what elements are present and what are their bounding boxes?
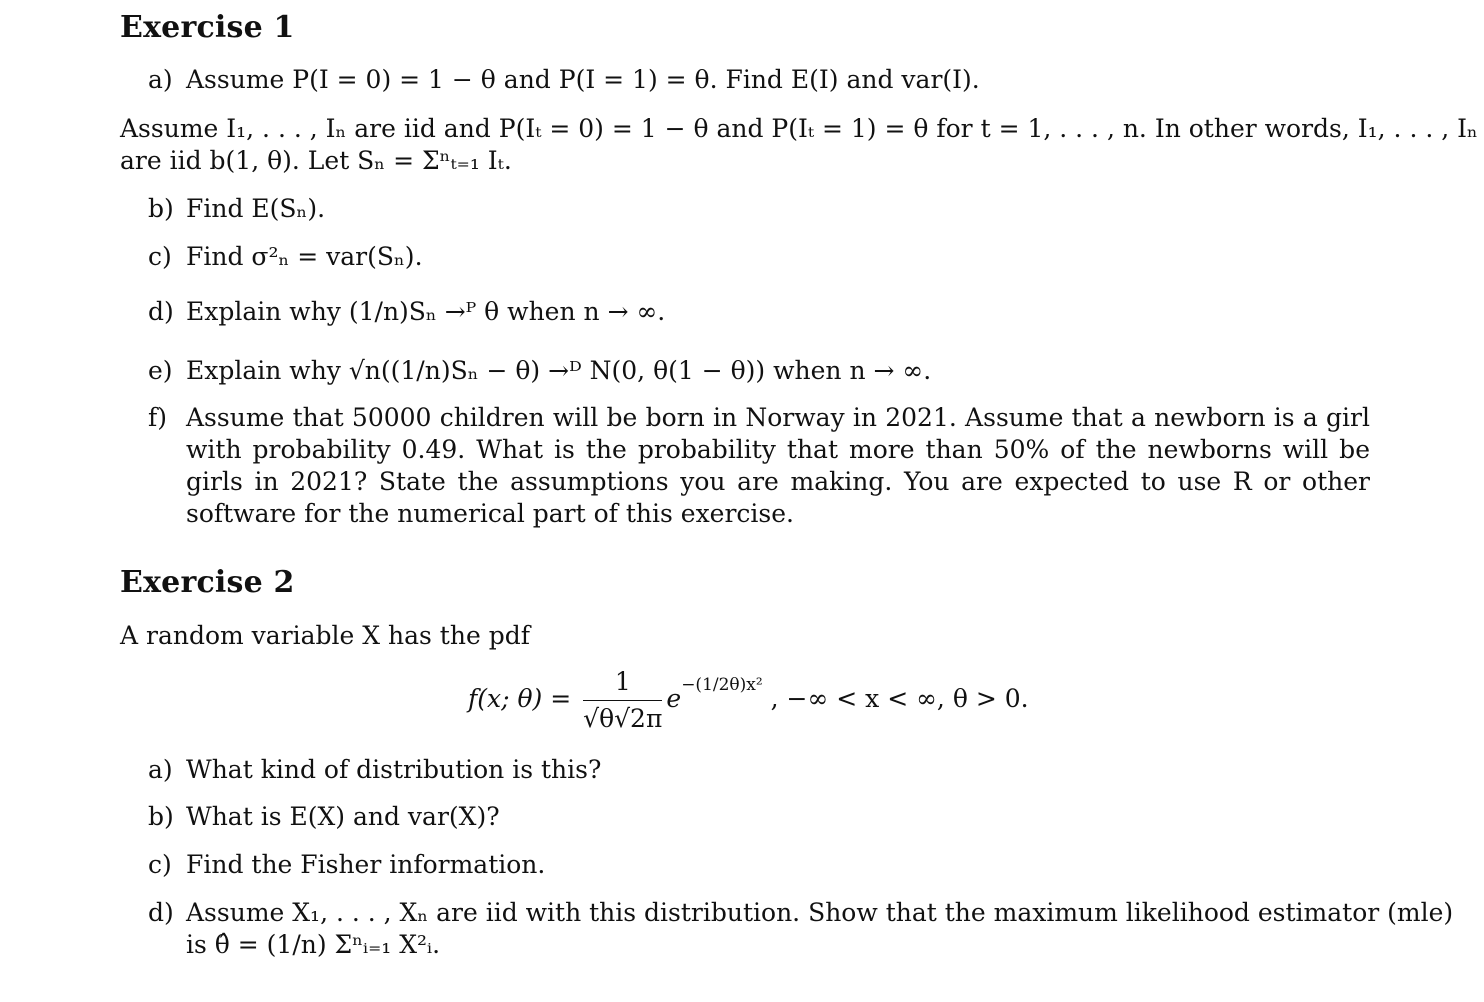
ex1-item-c-text: Find σ²ₙ = var(Sₙ). xyxy=(186,242,423,271)
ex2-item-a xyxy=(148,754,601,786)
ex2-item-b-text: What is E(X) and var(X)? xyxy=(186,802,500,831)
ex2-item-c-label: c) xyxy=(148,850,172,879)
ex2-item-d-label-wrap xyxy=(148,897,186,929)
pdf-numerator: 1 xyxy=(583,666,662,701)
ex1-item-a xyxy=(148,64,980,96)
ex1-item-b-text: Find E(Sₙ). xyxy=(186,194,326,223)
ex2-item-a-label: a) xyxy=(148,755,173,784)
pdf-equation xyxy=(468,666,1029,735)
ex2-item-b xyxy=(148,801,500,833)
pdf-denominator: √θ√2π xyxy=(583,704,663,733)
ex1-item-f-text: Assume that 50000 children will be born in Norway in 2021. Assume that a newborn is a girl with probability 0.49. What is the probability that more than 50% of the newborns will be girls in 2021? State the assumptions you are making. You are expected to use R or other software for the numerical part of this exercise. xyxy=(186,403,1370,528)
ex1-item-e-text: Explain why √n((1/n)Sₙ − θ) →ᴰ N(0, θ(1 − θ)) when n → ∞. xyxy=(186,356,932,385)
ex2-item-d-text xyxy=(186,897,1454,961)
ex1-intro-line2: are iid b(1, θ). Let Sₙ = Σⁿₜ₌₁ Iₜ. xyxy=(120,146,512,175)
ex1-item-c-label: c) xyxy=(148,242,172,271)
exercise-2-title: Exercise 2 xyxy=(120,565,295,600)
ex2-item-c xyxy=(148,849,545,881)
pdf-exponent: −(1/2θ)x² xyxy=(681,674,763,695)
ex2-item-d-label: d) xyxy=(148,898,174,927)
ex2-intro: A random variable X has the pdf xyxy=(120,621,530,650)
ex1-item-f-label-wrap xyxy=(148,402,186,434)
pdf-domain: , −∞ < x < ∞, θ > 0. xyxy=(770,684,1029,713)
ex1-item-c xyxy=(148,241,423,273)
ex1-item-e-label: e) xyxy=(148,356,173,385)
ex1-item-e xyxy=(148,355,931,387)
ex1-item-b-label: b) xyxy=(148,194,174,223)
ex1-item-a-label: a) xyxy=(148,65,173,94)
ex2-item-b-label: b) xyxy=(148,802,174,831)
ex1-item-b xyxy=(148,193,325,225)
ex1-item-f-label: f) xyxy=(148,403,168,432)
ex1-item-a-text: Assume P(I = 0) = 1 − θ and P(I = 1) = θ. Find E(I) and var(I). xyxy=(186,65,980,94)
ex2-item-d-line1: Assume X₁, . . . , Xₙ are iid with this distribution. Show that the maximum likelihood estimator (mle) xyxy=(186,898,1454,927)
pdf-exp-base: e xyxy=(666,684,682,713)
ex2-item-d-line2: is θ̂ = (1/n) Σⁿᵢ₌₁ X²ᵢ. xyxy=(186,930,441,959)
pdf-fraction xyxy=(583,666,662,735)
ex1-intro-line1: Assume I₁, . . . , Iₙ are iid and P(Iₜ = 0) = 1 − θ and P(Iₜ = 1) = θ for t = 1, . . . , n. In other words, I₁, . . . , Iₙ xyxy=(120,114,1478,143)
ex1-item-d-label: d) xyxy=(148,297,174,326)
ex1-item-d-text: Explain why (1/n)Sₙ →ᴾ θ when n → ∞. xyxy=(186,297,666,326)
exercise-1-title: Exercise 1 xyxy=(120,10,295,45)
ex2-item-a-text: What kind of distribution is this? xyxy=(186,755,602,784)
ex1-item-d xyxy=(148,296,665,328)
ex2-item-c-text: Find the Fisher information. xyxy=(186,850,546,879)
pdf-lhs: f(x; θ) = xyxy=(468,684,572,713)
ex1-intro xyxy=(120,113,1478,177)
